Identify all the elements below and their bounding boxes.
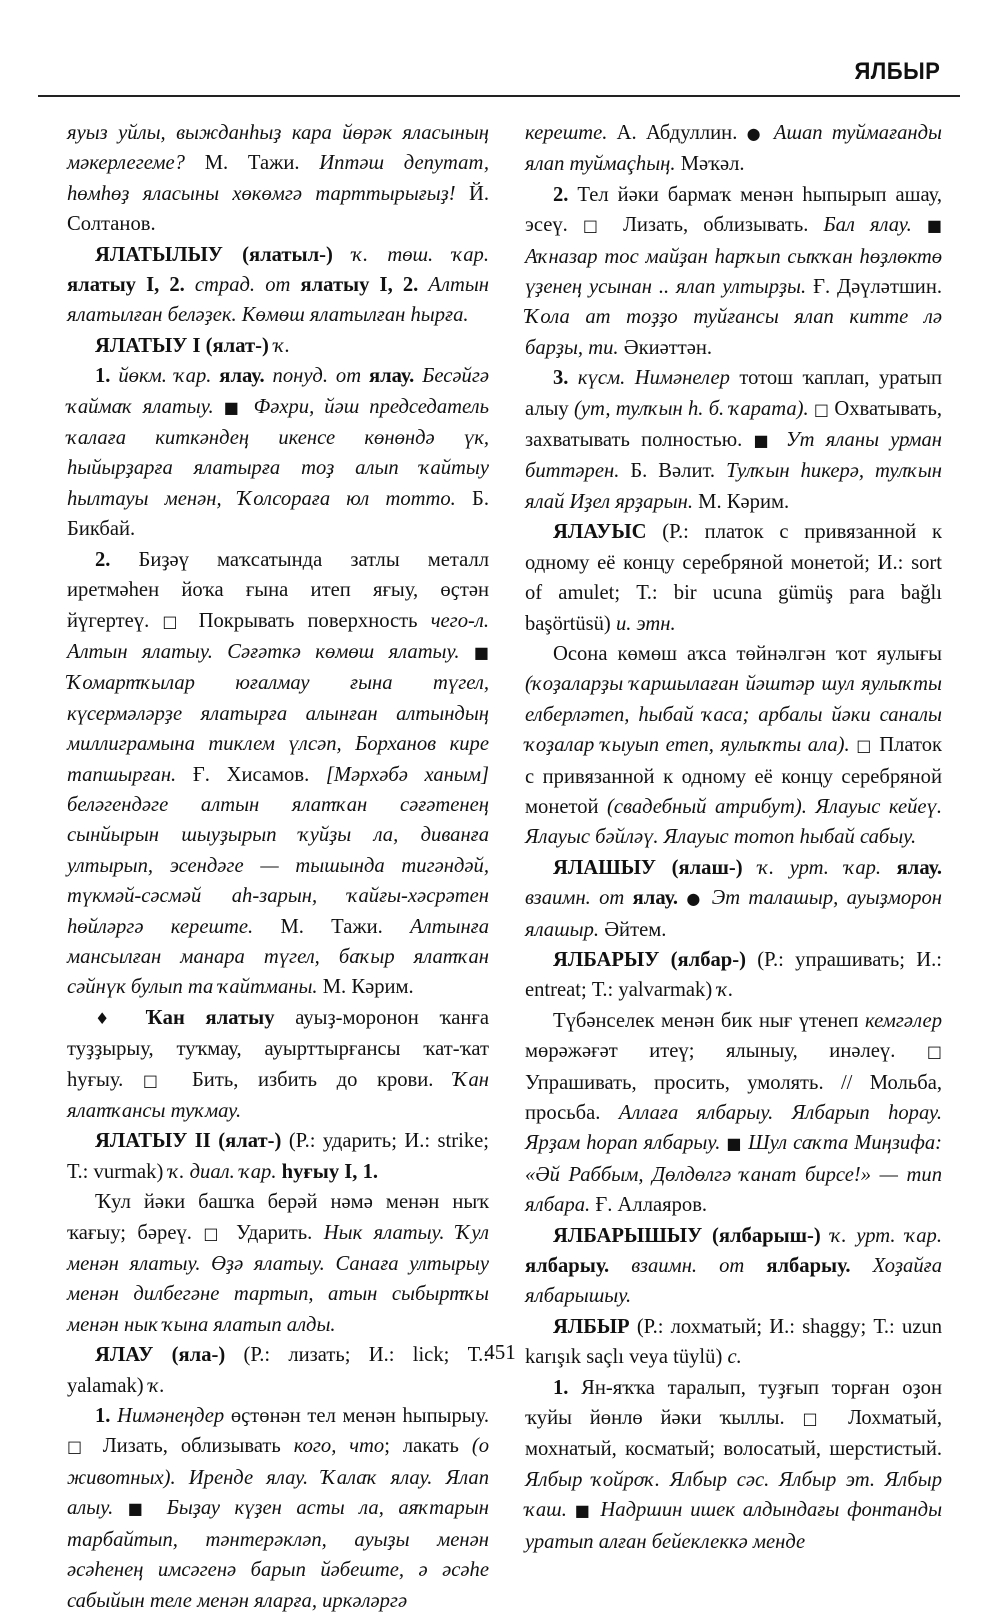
headword: ялатыу I, 2. [67,274,195,297]
text-run: М. Тажи. [204,152,320,175]
dictionary-paragraph [67,1401,489,1616]
text-run: Бал ялау. [823,214,927,237]
text-run: ауыҙ-моронон ҡанға туҙҙырыу, туҡмау, ауырттырғансы ҡат-ҡат hуғыу. [67,1006,489,1091]
text-run: Ҡомартҡылар юғалмау ғына түгел, күсермәләрҙе ялатырға алынған алтындың миллиграмына тиклем үлсәп, Борханов кире тапшырған. [67,672,489,786]
marker-icon: □ [162,611,199,631]
text-run: (ут, тулҡын h. б. ҡарата). [574,397,814,420]
text-run: өҫтөнән тел менән hыпырыу. [230,1405,490,1428]
marker-icon: ■ [753,431,786,451]
headword: ЯЛАУЫС [553,521,663,544]
text-run: (Р.: лизать; И.: lick; Т.: yalamak) [67,1344,489,1397]
headword: ялатыу I, 2. [300,274,429,297]
headword: ЯЛАТЫУ I (ялат-) [95,334,274,357]
marker-icon: □ [926,1042,942,1062]
text-run: ҡ. диал. ҡар. [168,1160,282,1183]
marker-icon: ■ [574,1501,601,1521]
text-run: тотош ҡаплап, уратып алыу [525,367,943,420]
marker-icon: ■ [127,1499,167,1519]
text-run: понуд. от [272,365,369,388]
text-run: Ҡола ат тоҙҙо туйғансы ялап китте лә барҙы, ти. [525,306,942,359]
text-run: Алтынға мансылған манара түгел, баҡыр ялатҡан сәйнүк булып та ҡайтманы. [67,915,489,999]
text-run: страд. от [194,274,301,297]
dictionary-paragraph [67,1003,489,1127]
headword: ЯЛАШЫУ (ялаш-) [553,856,759,879]
text-run: Аллаға ялбарыу. Ялбарып hорау. Ярҙам hорап ялбарыу. [525,1102,942,1155]
text-run: йөкм. ҡар. [118,365,220,388]
text-run: Иптәш депутат, hөмhөҙ яласыны хөкөмгә тарттырығыҙ! [67,152,489,205]
marker-icon: □ [856,736,880,756]
text-run: (Р.: платок с привязанной к одному её концу серебряной монетой; И.: sort of amulet; Т.: bir ucuna gümüş para bağlı başörtüsü) [525,521,942,635]
text-run: Й. Солтанов. [67,182,489,236]
headword: ялбарыу. [525,1255,632,1278]
dictionary-paragraph [525,1373,942,1557]
text-run: ҡ. [717,979,734,1002]
text-run: чего-л. Алтын ялатыу. Сәғәткә көмөш ялатыу. [67,609,490,663]
text-run: кереште. [525,122,617,144]
headword: ЯЛАТЫЛЫУ (ялатыл-) [95,243,353,266]
marker-icon: □ [813,399,835,419]
text-run: Надршин ишек алдындағы фонтанды уратып алған бейеклеккә менде [525,1499,943,1553]
text-run: Эт талашыр, ауыҙморон ялашыр. [525,887,943,941]
headword: 1. [553,1376,582,1399]
dictionary-paragraph [525,853,942,945]
text-run: Тулҡын hикерә, тулҡын ялай Иҙел ярҙарын. [525,460,942,513]
dictionary-paragraph [67,545,489,1003]
text-run: кого, что [293,1435,385,1458]
dictionary-paragraph [67,118,489,240]
text-run: Б. Вәлит. [630,460,727,483]
text-run: М. Кәрим. [322,976,414,999]
text-run: Тел йәки бармаҡ менән hыпырып ашау, эсеү. [525,183,943,237]
marker-icon: ● [686,889,712,909]
text-run: Алтын ялатылған беләҙек. Көмөш ялатылған hырға. [67,274,489,327]
headword: 1. [95,1405,118,1428]
headword: 2. [553,183,578,206]
text-run: М. Кәрим. [698,490,790,513]
text-run: күсм. Нимәнелер [577,367,740,390]
dictionary-paragraph [67,1187,489,1340]
text-run: ҡ. [148,1374,165,1397]
text-run: Ғ. Хисамов. [192,763,326,786]
text-run: Мәҡәл. [680,153,745,176]
headword: ЯЛБЫР [553,1315,637,1338]
text-run: ҡ. [273,334,290,357]
text-run: мөрәжәғәт итеү; ялыныу, инәлеү. [525,1040,927,1063]
headword: ЯЛБАРЫШЫУ (ялбарыш-) [553,1224,831,1247]
text-run: Түбәнселек менән бик нығ үтенеп [553,1009,865,1032]
text-run: М. Тажи. [280,915,411,938]
text-run: ҡ. төш. ҡар. [352,243,489,266]
headword: ЯЛАУ (яла-) [95,1344,244,1367]
headword: ялбарыу. [766,1255,873,1278]
headword: ялау. [632,887,687,910]
page-number: 451 [484,1340,516,1364]
text-run: Упрашивать, просить, умолять. // Мольба, просьба. [525,1071,942,1124]
text-run: яуыз уйлы, выжданhыҙ кара йөрәк яласының мәкерлегеме? [67,122,489,175]
dictionary-paragraph [67,361,489,544]
marker-icon: ■ [223,397,254,417]
dictionary-paragraph [525,639,942,853]
dictionary-paragraph [67,331,489,361]
text-run: взаимн. от [631,1255,767,1278]
text-run: кемгәлер [865,1009,942,1032]
text-run: с. [727,1346,742,1369]
text-run: (Р.: лохматый; И.: shaggy; Т.: uzun karışık saçlı veya tüylü) [525,1315,942,1369]
text-run: Фәхри, йәш председатель ҡалаға киткәндең икенсе көнөндә үк, hыйырҙарға ялатырға тоҙ алып ҡайтыу hылтауы менән, Ҡолсораға юл тотто. [67,395,489,510]
headword: 3. [553,367,578,390]
headword: ЯЛАТЫУ II (ялат-) [95,1130,289,1153]
marker-icon: ■ [473,642,489,662]
text-run: Бить, избить до крови. [191,1068,454,1091]
dictionary-paragraph [525,1221,942,1312]
text-run: Ут яланы урман биттәрен. [525,429,943,483]
text-run: Ян-яҡҡа таралып, туҙғып торған оҙон ҡуйы йөнлө йәки ҡыллы. [525,1376,943,1430]
headword: ялау. [219,365,273,388]
text-run: Хоҙайға ялбарышыу. [525,1255,942,1308]
text-run: Әкиәттән. [623,336,713,359]
headword: ЯЛБАРЫУ (ялбар-) [553,948,758,971]
text-run: Осона көмөш аҡса төйнәлгән ҡот яулығы [553,642,942,665]
running-head: ЯЛБЫР [854,58,940,85]
headword: 2. [95,548,139,571]
marker-icon: ■ [726,1134,749,1154]
text-run: Нык ялатыу. Ҡул менән ялатыу. Өҙә ялатыу. Санаға ултырыу менән дилбегәне тартып, атын сыбыртҡы менән нык ҡына ялатып алды. [67,1221,489,1336]
dictionary-paragraph [525,517,942,639]
text-run: Охватывать, захватывать полностью. [525,397,942,452]
marker-icon: ■ [926,216,942,236]
text-run: ҡ. урт. ҡар. [758,856,897,879]
headword: ялау. [368,365,423,388]
text-run: Покрывать поверхность [198,609,431,632]
headword: ялау. [896,856,942,879]
text-run: (Р.: ударить; И.: strike; Т.: vurmak) [67,1130,489,1183]
text-run: Ялбыр ҡойроҡ. Ялбыр сәс. Ялбыр эт. Ялбыр ҡаш. [525,1468,942,1522]
text-run: Аҡназар тос майҙан hарҡып сыҡҡан hөҙлөктө үҙенең усынан .. ялап ултырҙы. [525,245,942,299]
marker-icon: □ [582,216,623,236]
text-run: ҡ. урт. ҡар. [830,1224,942,1247]
text-run: Б. Бикбай. [67,487,489,541]
text-run: и. этн. [615,612,676,635]
dictionary-paragraph [525,1006,942,1221]
text-run: Ҡан ялатҡансы туҡмау. [67,1068,490,1122]
text-run: Ударить. [236,1221,324,1244]
text-run: Бесәйгә ҡаймаҡ ялатыу. [67,365,490,418]
text-run: Нимәнеңдер [117,1405,231,1428]
header-rule [38,95,960,97]
text-run: Быҙау күҙен асты ла, аяҡтарын тарбайтып, тәнтерәкләп, ауыҙы менән әсәhенең имсәгенә барып йәбеште, ә әсәhе сабыйын теле менән яларға, иркәләргә [67,1497,489,1612]
headword: 1. [95,365,119,388]
marker-icon: ● [746,124,774,143]
text-run: Ашап туймағанды ялап туймаçhың. [525,122,942,176]
text-run: Лизать, облизывать. [622,214,824,237]
text-run: Ҡул йәки башҡа берәй нәмә менән ныҡ ҡағыу; бәреү. [67,1191,489,1244]
text-run: Биҙәү маҡсатында затлы металл иретмәhен йоҡа ғына итеп яғыу, өҫтән йүгертеү. [67,548,489,632]
dictionary-paragraph [525,118,942,180]
text-run: (ҡоҙаларҙы ҡаршылаған йәштәр шул яулыҡты елберләтеп, hыбай ҡаса; арбалы йәки саналы ҡоҙалар ҡыуып етеп, яулыҡты ала). [525,673,942,757]
text-run: (о животных). Иренде ялау. Ҡалаҡ ялау. Ялап алыу. [67,1435,489,1520]
marker-icon: □ [802,1409,848,1429]
marker-icon: □ [67,1437,103,1457]
marker-icon: □ [142,1070,192,1090]
text-run: Ғ. Аллаяров. [595,1194,708,1217]
text-run: Шул саҡта Миңзифа: «Әй Раббым, Дөлдөлгә ҡанат бирсе!» — тип ялбара. [525,1132,942,1217]
text-run: [Мәрхәбә ханым] беләгендәге алтын ялатҡан сәғәтенең сынйырын шыуҙырып ҡуйҙы ла, диванға ултырып, эсендәге — тышында тигәндәй, түкмәй-сәсмәй аh-зарын, ҡайғы-хәсрәтен hөйләргә кереште. [67,763,490,938]
marker-icon: □ [203,1223,237,1243]
text-run: А. Абдуллин. [616,122,747,144]
dictionary-paragraph [67,240,489,331]
left-column [67,118,489,1616]
text-run: ; лакать [384,1435,472,1458]
text-run: Лохматый, мохнатый, косматый; волосатый, шерстистый. [525,1407,942,1461]
dictionary-paragraph [525,363,942,517]
dictionary-paragraph [525,945,942,1006]
text-run: Лизать, облизывать [102,1435,294,1458]
text-run: Ғ. Дәүләтшин. [813,276,942,299]
text-run: Платок с привязанной к одному её концу серебряной монетой [525,734,943,818]
dictionary-paragraph [525,180,942,363]
text-run: взаимн. от [525,887,633,910]
headword: hуғыу I, 1. [281,1160,379,1183]
marker-icon: ♦ [95,1008,146,1028]
dictionary-paragraph [67,1126,489,1187]
text-run: Әйтем. [604,918,667,941]
text-run: (Р.: упрашивать; И.: entreat; Т.: yalvarmak) [525,948,942,1002]
headword: Ҡан ялатыу [145,1006,296,1029]
text-run: (свадебный атрибут). Ялауыс кейеү. Ялауыс бәйләү. Ялауыс тотоп hыбай сабыу. [525,795,942,849]
